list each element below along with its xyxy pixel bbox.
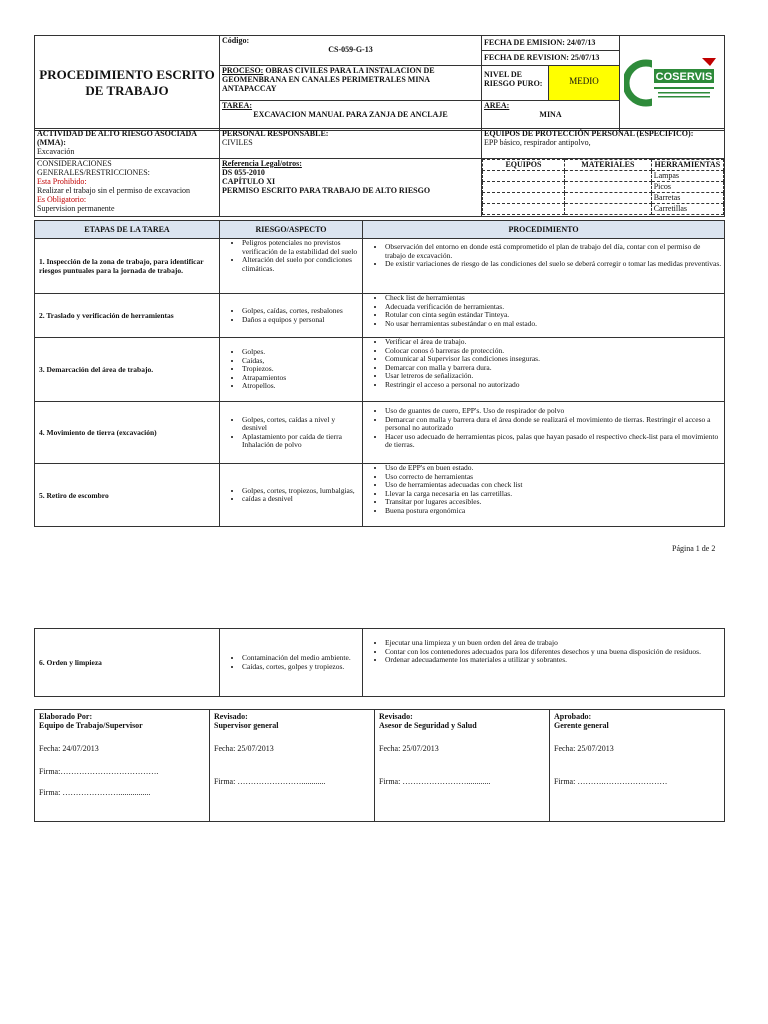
stage-cell: 6. Orden y limpieza xyxy=(35,629,220,697)
signature-line[interactable]: Firma: ……………………............ xyxy=(379,777,491,786)
signature-block-supervisor xyxy=(210,710,375,822)
risk-item: • Contaminación del medio ambiente. xyxy=(242,654,360,663)
signature-block-gerente xyxy=(550,710,725,822)
risk-item: • Golpes. xyxy=(242,348,360,357)
codigo-value: CS-059-G-13 xyxy=(328,45,373,54)
risk-item: • caídas a desnivel xyxy=(242,495,360,504)
tarea-value: EXCAVACION MANUAL PARA ZANJA DE ANCLAJE xyxy=(253,110,448,119)
nivel-value: MEDIO xyxy=(549,66,619,100)
proc-item: • Check list de herramientas xyxy=(385,294,722,303)
risk-item: • Golpes, cortes, tropiezos, lumbalgias, xyxy=(242,487,360,496)
page-number: Página 1 de 2 xyxy=(672,544,716,553)
table-row xyxy=(35,402,725,464)
codigo-cell xyxy=(220,36,482,66)
signature-line[interactable]: Firma:………………………………. xyxy=(39,767,159,776)
proc-item: • Demarcar con malla y barrera dura el área donde se realizará el movimiento de tierras. Restringir el acceso a personal no autorizado xyxy=(385,416,722,433)
herramienta-item: Barretas xyxy=(651,193,723,204)
risk-item: • Aplastamiento por caída de tierra Inhalación de polvo xyxy=(242,433,360,450)
risk-cell xyxy=(220,402,363,464)
proc-cell xyxy=(363,338,725,402)
proc-item: • Buena postura ergonómica xyxy=(385,507,722,516)
logo-graphic xyxy=(624,52,720,114)
signature-line[interactable]: Firma: ……………………............ xyxy=(214,777,326,786)
proc-item: • Contar con los contenedores adecuados para los diferentes desechos y una buena disposición de residuos. xyxy=(385,648,722,657)
personal-cell xyxy=(220,129,482,159)
proc-item: • Uso de guantes de cuero, EPP's. Uso de respirador de polvo xyxy=(385,407,722,416)
table-row xyxy=(35,464,725,527)
nivel-label: NIVEL DE RIESGO PURO: xyxy=(482,66,549,100)
area-label: AREA: xyxy=(484,101,510,110)
risk-item: • Golpes, caídas, cortes, resbalones xyxy=(242,307,360,316)
epp-cell xyxy=(482,129,725,159)
col-etapas: ETAPAS DE LA TAREA xyxy=(35,221,220,239)
risk-item: • Alteración del suelo por condiciones climáticas. xyxy=(242,256,360,273)
header-table xyxy=(34,35,725,131)
epp-value: EPP básico, respirador antipolvo, xyxy=(484,138,591,147)
coservis-logo xyxy=(622,52,722,114)
proc-cell xyxy=(363,294,725,338)
proc-item: • Restringir el acceso a personal no autorizado xyxy=(385,381,722,390)
info-table xyxy=(34,128,725,217)
signature-table xyxy=(34,709,725,822)
recursos-cell xyxy=(482,159,725,217)
signature-line[interactable]: Firma: …………………................ xyxy=(39,788,151,797)
stages-table xyxy=(34,220,725,527)
proc-item: • Uso de herramientas adecuadas con check list xyxy=(385,481,722,490)
tarea-label: TAREA: xyxy=(222,101,253,110)
risk-cell xyxy=(220,239,363,294)
herramienta-item: Picos xyxy=(651,182,723,193)
proc-cell xyxy=(363,464,725,527)
proc-item: • Demarcar con malla y barrera dura. xyxy=(385,364,722,373)
actividad-cell xyxy=(35,129,220,159)
area-cell xyxy=(482,101,620,131)
risk-cell xyxy=(220,464,363,527)
signature-date: Fecha: 24/07/2013 xyxy=(39,744,99,753)
actividad-label: ACTIVIDAD DE ALTO RIESGO ASOCIADA (MMA): xyxy=(37,129,197,147)
signature-date: Fecha: 25/07/2013 xyxy=(554,744,614,753)
stage-cell: 5. Retiro de escombro xyxy=(35,464,220,527)
table-row xyxy=(35,338,725,402)
actividad-value: Excavación xyxy=(37,147,75,156)
herramienta-item: Carretillas xyxy=(651,204,723,215)
logo-cell xyxy=(620,36,725,131)
col-procedimiento: PROCEDIMIENTO xyxy=(363,221,725,239)
personal-label: PERSONAL RESPONSABLE: xyxy=(222,129,329,138)
tarea-cell xyxy=(220,101,482,131)
nivel-cell xyxy=(482,66,620,101)
signature-role: Equipo de Trabajo/Supervisor xyxy=(39,721,143,730)
signature-role: Supervisor general xyxy=(214,721,279,730)
fechas-cell xyxy=(482,36,620,66)
signature-date: Fecha: 25/07/2013 xyxy=(379,744,439,753)
risk-item: • Caídas, xyxy=(242,357,360,366)
proceso-value: OBRAS CIVILES PARA LA INSTALACION DE GEOMENBRANA EN CANALES PERIMETRALES MINA ANTAPACCAY xyxy=(222,66,435,93)
col-riesgo: RIESGO/ASPECTO xyxy=(220,221,363,239)
prohibido-value: Realizar el trabajo sin el permiso de excavacion xyxy=(37,186,191,195)
signature-role-label: Aprobado: xyxy=(554,712,592,721)
obligatorio-value: Supervision permanente xyxy=(37,204,115,213)
herramienta-item: Lampas xyxy=(651,171,723,182)
risk-item: • Atrapamientos xyxy=(242,374,360,383)
proc-item: • De existir variaciones de riesgo de las condiciones del suelo se deberá corregir o tomar las medidas preventivas. xyxy=(385,260,722,269)
risk-item: • Atropellos. xyxy=(242,382,360,391)
proc-item: • Transitar por lugares accesibles. xyxy=(385,498,722,507)
proc-cell xyxy=(363,402,725,464)
proc-cell xyxy=(363,239,725,294)
referencia-2: CAPÍTULO XI xyxy=(222,177,276,186)
risk-item: • Caídas, cortes, golpes y tropiezos. xyxy=(242,663,360,672)
proc-item: • Adecuada verificación de herramientas. xyxy=(385,303,722,312)
signature-block-asesor xyxy=(375,710,550,822)
proc-item: • Colocar conos ó barreras de protección. xyxy=(385,347,722,356)
proc-item: • Hacer uso adecuado de herramientas picos, palas que hayan pasado el respectivo check-list para el movimiento de tierras. xyxy=(385,433,722,450)
obligatorio-label: Es Obligatorio: xyxy=(37,195,87,204)
referencia-cell xyxy=(220,159,482,217)
proc-item: • Uso de EPP's en buen estado. xyxy=(385,464,722,473)
table-row xyxy=(35,294,725,338)
doc-title: PROCEDIMIENTO ESCRITO DE TRABAJO xyxy=(39,67,215,98)
consideraciones-cell xyxy=(35,159,220,217)
codigo-label: Código: xyxy=(222,36,250,45)
personal-value: CIVILES xyxy=(222,138,253,147)
risk-item: • Golpes, cortes, caídas a nivel y desnivel xyxy=(242,416,360,433)
proc-item: • No usar herramientas subestándar o en mal estado. xyxy=(385,320,722,329)
proc-item: • Verificar el área de trabajo. xyxy=(385,338,722,347)
referencia-label: Referencia Legal/otros: xyxy=(222,159,302,168)
proc-item: • Usar letreros de señalización. xyxy=(385,372,722,381)
proc-item: • Uso correcto de herramientas xyxy=(385,473,722,482)
col-herramientas: HERRAMIENTAS xyxy=(651,160,723,171)
proc-item: • Ordenar adecuadamente los materiales a utilizar y sobrantes. xyxy=(385,656,722,665)
signature-block-elaborado xyxy=(35,710,210,822)
col-equipos: EQUIPOS xyxy=(483,160,565,171)
proc-item: • Comunicar al Supervisor las condiciones inseguras. xyxy=(385,355,722,364)
recursos-table xyxy=(482,159,724,215)
proc-item: • Observación del entorno en donde está comprometido el plan de trabajo del día, contar con el permiso de trabajo de excavación. xyxy=(385,243,722,260)
proc-cell xyxy=(363,629,725,697)
area-value: MINA xyxy=(539,110,562,119)
doc-title-cell xyxy=(35,36,220,131)
table-row xyxy=(35,629,725,697)
logo-text: COSERVIS xyxy=(655,71,713,83)
signature-role: Gerente general xyxy=(554,721,609,730)
risk-cell xyxy=(220,629,363,697)
proceso-label: PROCESO: xyxy=(222,66,264,75)
risk-item: • Tropiezos. xyxy=(242,365,360,374)
proceso-cell xyxy=(220,66,482,101)
referencia-1: DS 055-2010 xyxy=(222,168,265,177)
risk-item: • Peligros potenciales no previstos verificación de la estabilidad del suelo xyxy=(242,239,360,256)
proc-item: • Rotular con cinta según estándar Tinteya. xyxy=(385,311,722,320)
fecha-revision: FECHA DE REVISION: 25/07/13 xyxy=(484,53,600,62)
signature-role-label: Revisado: xyxy=(379,712,413,721)
risk-cell xyxy=(220,338,363,402)
risk-item: • Daños a equipos y personal xyxy=(242,316,360,325)
signature-role-label: Elaborado Por: xyxy=(39,712,93,721)
signature-line[interactable]: Firma: ……….…………………… xyxy=(554,777,668,786)
proc-item: • Llevar la carga necesaria en las carretillas. xyxy=(385,490,722,499)
stage-cell: 4. Movimiento de tierra (excavación) xyxy=(35,402,220,464)
proc-item: • Ejecutar una limpieza y un buen orden del área de trabajo xyxy=(385,639,722,648)
fecha-emision: FECHA DE EMISION: 24/07/13 xyxy=(482,36,619,51)
referencia-3: PERMISO ESCRITO PARA TRABAJO DE ALTO RIESGO xyxy=(222,186,431,195)
consideraciones-label: CONSIDERACIONES GENERALES/RESTRICCIONES: xyxy=(37,159,150,177)
risk-cell xyxy=(220,294,363,338)
stage-cell: 3. Demarcación del área de trabajo. xyxy=(35,338,220,402)
epp-label: EQUIPOS DE PROTECCIÓN PERSONAL (ESPECIFICO): xyxy=(484,129,694,138)
signature-role-label: Revisado: xyxy=(214,712,248,721)
stage-cell: 1. Inspección de la zona de trabajo, para identificar riesgos puntuales para la jornada de trabajo. xyxy=(35,239,220,294)
table-row xyxy=(35,239,725,294)
col-materiales: MATERIALES xyxy=(564,160,651,171)
signature-date: Fecha: 25/07/2013 xyxy=(214,744,274,753)
signature-role: Asesor de Seguridad y Salud xyxy=(379,721,477,730)
stages-table-page2 xyxy=(34,628,725,697)
stage-cell: 2. Traslado y verificación de herramientas xyxy=(35,294,220,338)
prohibido-label: Esta Prohibido: xyxy=(37,177,87,186)
